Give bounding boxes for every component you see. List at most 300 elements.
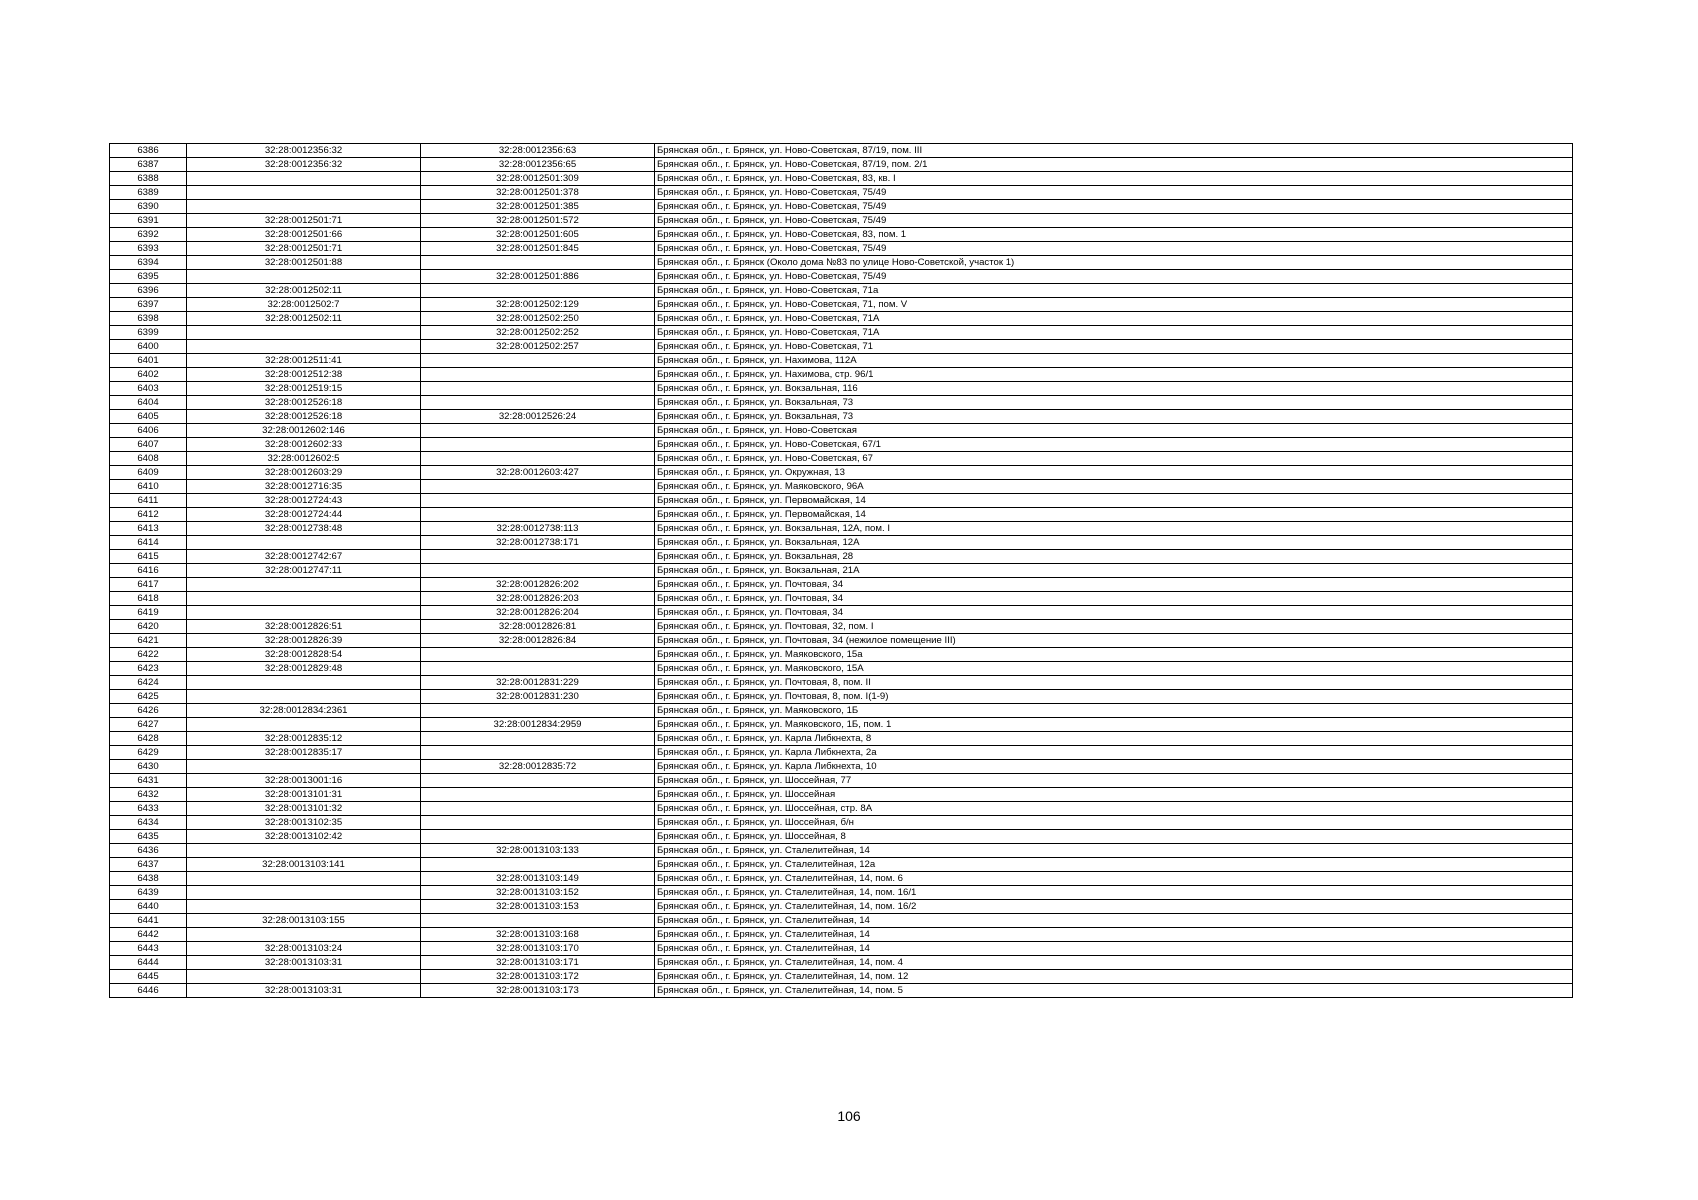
row-number-cell: 6418 <box>110 592 187 606</box>
parcel-cadastral-number-cell: 32:28:0012502:11 <box>187 284 421 298</box>
parcel-cadastral-number-cell: 32:28:0012501:88 <box>187 256 421 270</box>
row-number-cell: 6444 <box>110 956 187 970</box>
object-cadastral-number-cell <box>421 830 655 844</box>
table-row <box>110 662 1573 676</box>
parcel-cadastral-number-cell: 32:28:0012834:2361 <box>187 704 421 718</box>
object-cadastral-number-cell: 32:28:0013103:171 <box>421 956 655 970</box>
address-cell: Брянская обл., г. Брянск, ул. Почтовая, 32, пом. I <box>655 620 1573 634</box>
parcel-cadastral-number-cell: 32:28:0012526:18 <box>187 410 421 424</box>
parcel-cadastral-number-cell: 32:28:0012835:12 <box>187 732 421 746</box>
parcel-cadastral-number-cell: 32:28:0013103:141 <box>187 858 421 872</box>
parcel-cadastral-number-cell <box>187 718 421 732</box>
parcel-cadastral-number-cell: 32:28:0013001:16 <box>187 774 421 788</box>
parcel-cadastral-number-cell <box>187 172 421 186</box>
row-number-cell: 6445 <box>110 970 187 984</box>
row-number-cell: 6401 <box>110 354 187 368</box>
address-cell: Брянская обл., г. Брянск, ул. Почтовая, 8, пом. II <box>655 676 1573 690</box>
table-row <box>110 382 1573 396</box>
table-row <box>110 550 1573 564</box>
table-row <box>110 620 1573 634</box>
address-cell: Брянская обл., г. Брянск, ул. Маяковского, 15а <box>655 648 1573 662</box>
object-cadastral-number-cell: 32:28:0012738:171 <box>421 536 655 550</box>
parcel-cadastral-number-cell <box>187 606 421 620</box>
object-cadastral-number-cell: 32:28:0012603:427 <box>421 466 655 480</box>
object-cadastral-number-cell: 32:28:0012826:202 <box>421 578 655 592</box>
address-cell: Брянская обл., г. Брянск, ул. Ново-Советская, 83, пом. 1 <box>655 228 1573 242</box>
table-row <box>110 914 1573 928</box>
parcel-cadastral-number-cell: 32:28:0013103:31 <box>187 984 421 998</box>
row-number-cell: 6424 <box>110 676 187 690</box>
table-row <box>110 438 1573 452</box>
address-cell: Брянская обл., г. Брянск, ул. Ново-Советская, 71, пом. V <box>655 298 1573 312</box>
object-cadastral-number-cell: 32:28:0012502:250 <box>421 312 655 326</box>
object-cadastral-number-cell <box>421 662 655 676</box>
address-cell: Брянская обл., г. Брянск, ул. Карла Либкнехта, 2а <box>655 746 1573 760</box>
address-cell: Брянская обл., г. Брянск, ул. Сталелитейная, 14, пом. 5 <box>655 984 1573 998</box>
address-cell: Брянская обл., г. Брянск, ул. Вокзальная, 21А <box>655 564 1573 578</box>
address-cell: Брянская обл., г. Брянск, ул. Маяковского, 1Б <box>655 704 1573 718</box>
table-row <box>110 298 1573 312</box>
address-cell: Брянская обл., г. Брянск, ул. Ново-Советская, 83, кв. I <box>655 172 1573 186</box>
row-number-cell: 6393 <box>110 242 187 256</box>
address-cell: Брянская обл., г. Брянск, ул. Сталелитейная, 14 <box>655 942 1573 956</box>
object-cadastral-number-cell: 32:28:0012501:605 <box>421 228 655 242</box>
row-number-cell: 6434 <box>110 816 187 830</box>
address-cell: Брянская обл., г. Брянск, ул. Окружная, 13 <box>655 466 1573 480</box>
row-number-cell: 6446 <box>110 984 187 998</box>
row-number-cell: 6437 <box>110 858 187 872</box>
address-cell: Брянская обл., г. Брянск, ул. Первомайская, 14 <box>655 508 1573 522</box>
row-number-cell: 6419 <box>110 606 187 620</box>
address-cell: Брянская обл., г. Брянск, ул. Первомайская, 14 <box>655 494 1573 508</box>
row-number-cell: 6408 <box>110 452 187 466</box>
table-row <box>110 816 1573 830</box>
address-cell: Брянская обл., г. Брянск, ул. Карла Либкнехта, 8 <box>655 732 1573 746</box>
row-number-cell: 6442 <box>110 928 187 942</box>
object-cadastral-number-cell <box>421 858 655 872</box>
address-cell: Брянская обл., г. Брянск, ул. Ново-Советская, 71А <box>655 326 1573 340</box>
table-row <box>110 536 1573 550</box>
address-cell: Брянская обл., г. Брянск, ул. Ново-Советская, 75/49 <box>655 186 1573 200</box>
table-row <box>110 760 1573 774</box>
address-cell: Брянская обл., г. Брянск, ул. Маяковского, 96А <box>655 480 1573 494</box>
table-row <box>110 648 1573 662</box>
address-cell: Брянская обл., г. Брянск, ул. Сталелитейная, 14, пом. 16/2 <box>655 900 1573 914</box>
row-number-cell: 6390 <box>110 200 187 214</box>
address-cell: Брянская обл., г. Брянск (Около дома №83 по улице Ново-Советской, участок 1) <box>655 256 1573 270</box>
address-cell: Брянская обл., г. Брянск, ул. Почтовая, 34 <box>655 592 1573 606</box>
object-cadastral-number-cell <box>421 550 655 564</box>
parcel-cadastral-number-cell <box>187 536 421 550</box>
address-cell: Брянская обл., г. Брянск, ул. Почтовая, 34 <box>655 578 1573 592</box>
address-cell: Брянская обл., г. Брянск, ул. Сталелитейная, 14, пом. 12 <box>655 970 1573 984</box>
row-number-cell: 6431 <box>110 774 187 788</box>
table-row <box>110 746 1573 760</box>
object-cadastral-number-cell: 32:28:0013103:172 <box>421 970 655 984</box>
address-cell: Брянская обл., г. Брянск, ул. Шоссейная, б/н <box>655 816 1573 830</box>
object-cadastral-number-cell <box>421 564 655 578</box>
row-number-cell: 6441 <box>110 914 187 928</box>
object-cadastral-number-cell <box>421 452 655 466</box>
row-number-cell: 6412 <box>110 508 187 522</box>
address-cell: Брянская обл., г. Брянск, ул. Ново-Советская, 71а <box>655 284 1573 298</box>
parcel-cadastral-number-cell: 32:28:0012602:5 <box>187 452 421 466</box>
parcel-cadastral-number-cell: 32:28:0012526:18 <box>187 396 421 410</box>
address-cell: Брянская обл., г. Брянск, ул. Сталелитейная, 14, пом. 16/1 <box>655 886 1573 900</box>
parcel-cadastral-number-cell: 32:28:0012603:29 <box>187 466 421 480</box>
object-cadastral-number-cell <box>421 494 655 508</box>
object-cadastral-number-cell: 32:28:0012826:204 <box>421 606 655 620</box>
table-row <box>110 466 1573 480</box>
parcel-cadastral-number-cell: 32:28:0012724:43 <box>187 494 421 508</box>
table-row <box>110 984 1573 998</box>
object-cadastral-number-cell <box>421 774 655 788</box>
parcel-cadastral-number-cell: 32:28:0013103:31 <box>187 956 421 970</box>
object-cadastral-number-cell: 32:28:0012831:230 <box>421 690 655 704</box>
row-number-cell: 6399 <box>110 326 187 340</box>
table-row <box>110 494 1573 508</box>
object-cadastral-number-cell <box>421 746 655 760</box>
parcel-cadastral-number-cell: 32:28:0012716:35 <box>187 480 421 494</box>
object-cadastral-number-cell: 32:28:0013103:149 <box>421 872 655 886</box>
table-row <box>110 788 1573 802</box>
table-row <box>110 676 1573 690</box>
row-number-cell: 6403 <box>110 382 187 396</box>
row-number-cell: 6415 <box>110 550 187 564</box>
row-number-cell: 6422 <box>110 648 187 662</box>
parcel-cadastral-number-cell: 32:28:0012501:66 <box>187 228 421 242</box>
object-cadastral-number-cell <box>421 424 655 438</box>
object-cadastral-number-cell <box>421 704 655 718</box>
parcel-cadastral-number-cell: 32:28:0012829:48 <box>187 662 421 676</box>
object-cadastral-number-cell <box>421 788 655 802</box>
row-number-cell: 6427 <box>110 718 187 732</box>
table-row <box>110 368 1573 382</box>
object-cadastral-number-cell <box>421 802 655 816</box>
table-row <box>110 802 1573 816</box>
address-cell: Брянская обл., г. Брянск, ул. Сталелитейная, 14, пом. 4 <box>655 956 1573 970</box>
object-cadastral-number-cell: 32:28:0012356:63 <box>421 144 655 158</box>
object-cadastral-number-cell <box>421 508 655 522</box>
row-number-cell: 6414 <box>110 536 187 550</box>
table-row <box>110 942 1573 956</box>
table-row <box>110 886 1573 900</box>
row-number-cell: 6428 <box>110 732 187 746</box>
table-row <box>110 844 1573 858</box>
address-cell: Брянская обл., г. Брянск, ул. Ново-Советская, 67/1 <box>655 438 1573 452</box>
object-cadastral-number-cell <box>421 256 655 270</box>
address-cell: Брянская обл., г. Брянск, ул. Сталелитейная, 14 <box>655 928 1573 942</box>
table-row <box>110 284 1573 298</box>
object-cadastral-number-cell: 32:28:0012738:113 <box>421 522 655 536</box>
address-cell: Брянская обл., г. Брянск, ул. Почтовая, 34 <box>655 606 1573 620</box>
table-row <box>110 564 1573 578</box>
parcel-cadastral-number-cell: 32:28:0012602:146 <box>187 424 421 438</box>
table-row <box>110 158 1573 172</box>
address-cell: Брянская обл., г. Брянск, ул. Вокзальная, 28 <box>655 550 1573 564</box>
row-number-cell: 6417 <box>110 578 187 592</box>
object-cadastral-number-cell: 32:28:0012501:845 <box>421 242 655 256</box>
parcel-cadastral-number-cell: 32:28:0012356:32 <box>187 144 421 158</box>
object-cadastral-number-cell <box>421 396 655 410</box>
parcel-cadastral-number-cell: 32:28:0012602:33 <box>187 438 421 452</box>
parcel-cadastral-number-cell <box>187 592 421 606</box>
table-row <box>110 256 1573 270</box>
address-cell: Брянская обл., г. Брянск, ул. Ново-Советская, 87/19, пом. 2/1 <box>655 158 1573 172</box>
object-cadastral-number-cell: 32:28:0012831:229 <box>421 676 655 690</box>
parcel-cadastral-number-cell: 32:28:0012747:11 <box>187 564 421 578</box>
table-row <box>110 956 1573 970</box>
address-cell: Брянская обл., г. Брянск, ул. Шоссейная, 8 <box>655 830 1573 844</box>
parcel-cadastral-number-cell <box>187 970 421 984</box>
parcel-cadastral-number-cell <box>187 200 421 214</box>
parcel-cadastral-number-cell <box>187 872 421 886</box>
row-number-cell: 6421 <box>110 634 187 648</box>
row-number-cell: 6406 <box>110 424 187 438</box>
table-row <box>110 354 1573 368</box>
object-cadastral-number-cell: 32:28:0012502:252 <box>421 326 655 340</box>
object-cadastral-number-cell: 32:28:0012826:84 <box>421 634 655 648</box>
table-row <box>110 718 1573 732</box>
object-cadastral-number-cell: 32:28:0013103:133 <box>421 844 655 858</box>
table-row <box>110 690 1573 704</box>
address-cell: Брянская обл., г. Брянск, ул. Сталелитейная, 14 <box>655 844 1573 858</box>
address-cell: Брянская обл., г. Брянск, ул. Нахимова, стр. 96/1 <box>655 368 1573 382</box>
table-row <box>110 900 1573 914</box>
parcel-cadastral-number-cell: 32:28:0012738:48 <box>187 522 421 536</box>
parcel-cadastral-number-cell: 32:28:0012501:71 <box>187 242 421 256</box>
row-number-cell: 6426 <box>110 704 187 718</box>
row-number-cell: 6396 <box>110 284 187 298</box>
row-number-cell: 6387 <box>110 158 187 172</box>
parcel-cadastral-number-cell <box>187 928 421 942</box>
object-cadastral-number-cell: 32:28:0012501:309 <box>421 172 655 186</box>
address-cell: Брянская обл., г. Брянск, ул. Ново-Советская, 71 <box>655 340 1573 354</box>
parcel-cadastral-number-cell: 32:28:0013103:24 <box>187 942 421 956</box>
address-cell: Брянская обл., г. Брянск, ул. Почтовая, 8, пом. I(1-9) <box>655 690 1573 704</box>
object-cadastral-number-cell: 32:28:0013103:168 <box>421 928 655 942</box>
row-number-cell: 6420 <box>110 620 187 634</box>
object-cadastral-number-cell <box>421 438 655 452</box>
object-cadastral-number-cell <box>421 816 655 830</box>
parcel-cadastral-number-cell: 32:28:0012724:44 <box>187 508 421 522</box>
object-cadastral-number-cell: 32:28:0012502:129 <box>421 298 655 312</box>
row-number-cell: 6400 <box>110 340 187 354</box>
address-cell: Брянская обл., г. Брянск, ул. Вокзальная, 73 <box>655 396 1573 410</box>
address-cell: Брянская обл., г. Брянск, ул. Сталелитейная, 14, пом. 6 <box>655 872 1573 886</box>
row-number-cell: 6435 <box>110 830 187 844</box>
row-number-cell: 6395 <box>110 270 187 284</box>
parcel-cadastral-number-cell: 32:28:0013102:35 <box>187 816 421 830</box>
object-cadastral-number-cell <box>421 382 655 396</box>
object-cadastral-number-cell: 32:28:0013103:152 <box>421 886 655 900</box>
object-cadastral-number-cell <box>421 480 655 494</box>
table-row <box>110 704 1573 718</box>
object-cadastral-number-cell <box>421 368 655 382</box>
object-cadastral-number-cell: 32:28:0013103:173 <box>421 984 655 998</box>
row-number-cell: 6443 <box>110 942 187 956</box>
table-row <box>110 144 1573 158</box>
row-number-cell: 6416 <box>110 564 187 578</box>
parcel-cadastral-number-cell <box>187 690 421 704</box>
table-row <box>110 326 1573 340</box>
parcel-cadastral-number-cell: 32:28:0012826:51 <box>187 620 421 634</box>
table-row <box>110 480 1573 494</box>
object-cadastral-number-cell: 32:28:0012501:378 <box>421 186 655 200</box>
row-number-cell: 6425 <box>110 690 187 704</box>
parcel-cadastral-number-cell: 32:28:0012502:11 <box>187 312 421 326</box>
table-row <box>110 774 1573 788</box>
row-number-cell: 6397 <box>110 298 187 312</box>
row-number-cell: 6402 <box>110 368 187 382</box>
object-cadastral-number-cell <box>421 354 655 368</box>
table-row <box>110 872 1573 886</box>
row-number-cell: 6410 <box>110 480 187 494</box>
address-cell: Брянская обл., г. Брянск, ул. Шоссейная, 77 <box>655 774 1573 788</box>
row-number-cell: 6430 <box>110 760 187 774</box>
table-row <box>110 578 1573 592</box>
table-row <box>110 242 1573 256</box>
object-cadastral-number-cell <box>421 914 655 928</box>
parcel-cadastral-number-cell <box>187 900 421 914</box>
row-number-cell: 6438 <box>110 872 187 886</box>
parcel-cadastral-number-cell: 32:28:0013102:42 <box>187 830 421 844</box>
row-number-cell: 6389 <box>110 186 187 200</box>
row-number-cell: 6394 <box>110 256 187 270</box>
table-row <box>110 186 1573 200</box>
row-number-cell: 6429 <box>110 746 187 760</box>
object-cadastral-number-cell: 32:28:0012501:886 <box>421 270 655 284</box>
object-cadastral-number-cell: 32:28:0012501:572 <box>421 214 655 228</box>
object-cadastral-number-cell: 32:28:0012501:385 <box>421 200 655 214</box>
table-row <box>110 410 1573 424</box>
row-number-cell: 6407 <box>110 438 187 452</box>
table-row <box>110 732 1573 746</box>
parcel-cadastral-number-cell <box>187 676 421 690</box>
table-row <box>110 452 1573 466</box>
parcel-cadastral-number-cell <box>187 886 421 900</box>
table-row <box>110 928 1573 942</box>
table-row <box>110 396 1573 410</box>
row-number-cell: 6439 <box>110 886 187 900</box>
parcel-cadastral-number-cell: 32:28:0012501:71 <box>187 214 421 228</box>
table-row <box>110 522 1573 536</box>
address-cell: Брянская обл., г. Брянск, ул. Ново-Советская <box>655 424 1573 438</box>
address-cell: Брянская обл., г. Брянск, ул. Ново-Советская, 67 <box>655 452 1573 466</box>
parcel-cadastral-number-cell: 32:28:0013101:32 <box>187 802 421 816</box>
table-row <box>110 312 1573 326</box>
address-cell: Брянская обл., г. Брянск, ул. Сталелитейная, 14 <box>655 914 1573 928</box>
parcel-cadastral-number-cell: 32:28:0012519:15 <box>187 382 421 396</box>
parcel-cadastral-number-cell: 32:28:0012835:17 <box>187 746 421 760</box>
register-table <box>109 143 1573 998</box>
row-number-cell: 6386 <box>110 144 187 158</box>
row-number-cell: 6411 <box>110 494 187 508</box>
parcel-cadastral-number-cell: 32:28:0013101:31 <box>187 788 421 802</box>
parcel-cadastral-number-cell <box>187 578 421 592</box>
address-cell: Брянская обл., г. Брянск, ул. Шоссейная <box>655 788 1573 802</box>
table-row <box>110 634 1573 648</box>
table-row <box>110 606 1573 620</box>
address-cell: Брянская обл., г. Брянск, ул. Ново-Советская, 75/49 <box>655 214 1573 228</box>
row-number-cell: 6392 <box>110 228 187 242</box>
table-row <box>110 228 1573 242</box>
parcel-cadastral-number-cell: 32:28:0012828:54 <box>187 648 421 662</box>
table-row <box>110 830 1573 844</box>
register-table-body <box>110 144 1573 998</box>
address-cell: Брянская обл., г. Брянск, ул. Шоссейная, стр. 8А <box>655 802 1573 816</box>
address-cell: Брянская обл., г. Брянск, ул. Вокзальная, 116 <box>655 382 1573 396</box>
table-row <box>110 424 1573 438</box>
parcel-cadastral-number-cell <box>187 340 421 354</box>
row-number-cell: 6405 <box>110 410 187 424</box>
address-cell: Брянская обл., г. Брянск, ул. Ново-Советская, 71А <box>655 312 1573 326</box>
table-row <box>110 214 1573 228</box>
address-cell: Брянская обл., г. Брянск, ул. Ново-Советская, 75/49 <box>655 270 1573 284</box>
row-number-cell: 6391 <box>110 214 187 228</box>
parcel-cadastral-number-cell: 32:28:0012826:39 <box>187 634 421 648</box>
row-number-cell: 6404 <box>110 396 187 410</box>
address-cell: Брянская обл., г. Брянск, ул. Маяковского, 1Б, пом. 1 <box>655 718 1573 732</box>
table-row <box>110 970 1573 984</box>
parcel-cadastral-number-cell: 32:28:0012512:38 <box>187 368 421 382</box>
object-cadastral-number-cell: 32:28:0012826:203 <box>421 592 655 606</box>
address-cell: Брянская обл., г. Брянск, ул. Сталелитейная, 12а <box>655 858 1573 872</box>
address-cell: Брянская обл., г. Брянск, ул. Вокзальная, 12А, пом. I <box>655 522 1573 536</box>
table-row <box>110 340 1573 354</box>
address-cell: Брянская обл., г. Брянск, ул. Ново-Советская, 87/19, пом. III <box>655 144 1573 158</box>
object-cadastral-number-cell: 32:28:0013103:153 <box>421 900 655 914</box>
row-number-cell: 6436 <box>110 844 187 858</box>
table-row <box>110 270 1573 284</box>
address-cell: Брянская обл., г. Брянск, ул. Почтовая, 34 (нежилое помещение III) <box>655 634 1573 648</box>
object-cadastral-number-cell: 32:28:0012502:257 <box>421 340 655 354</box>
object-cadastral-number-cell <box>421 284 655 298</box>
parcel-cadastral-number-cell: 32:28:0012511:41 <box>187 354 421 368</box>
address-cell: Брянская обл., г. Брянск, ул. Нахимова, 112А <box>655 354 1573 368</box>
table-row <box>110 172 1573 186</box>
address-cell: Брянская обл., г. Брянск, ул. Ново-Советская, 75/49 <box>655 200 1573 214</box>
parcel-cadastral-number-cell: 32:28:0012742:67 <box>187 550 421 564</box>
row-number-cell: 6433 <box>110 802 187 816</box>
object-cadastral-number-cell <box>421 732 655 746</box>
address-cell: Брянская обл., г. Брянск, ул. Маяковского, 15А <box>655 662 1573 676</box>
table-row <box>110 508 1573 522</box>
row-number-cell: 6413 <box>110 522 187 536</box>
parcel-cadastral-number-cell: 32:28:0013103:155 <box>187 914 421 928</box>
object-cadastral-number-cell: 32:28:0012526:24 <box>421 410 655 424</box>
object-cadastral-number-cell: 32:28:0012826:81 <box>421 620 655 634</box>
parcel-cadastral-number-cell <box>187 326 421 340</box>
object-cadastral-number-cell: 32:28:0012356:65 <box>421 158 655 172</box>
row-number-cell: 6440 <box>110 900 187 914</box>
parcel-cadastral-number-cell <box>187 270 421 284</box>
row-number-cell: 6432 <box>110 788 187 802</box>
parcel-cadastral-number-cell <box>187 186 421 200</box>
address-cell: Брянская обл., г. Брянск, ул. Вокзальная, 73 <box>655 410 1573 424</box>
address-cell: Брянская обл., г. Брянск, ул. Ново-Советская, 75/49 <box>655 242 1573 256</box>
parcel-cadastral-number-cell: 32:28:0012502:7 <box>187 298 421 312</box>
table-row <box>110 858 1573 872</box>
row-number-cell: 6388 <box>110 172 187 186</box>
row-number-cell: 6409 <box>110 466 187 480</box>
table-row <box>110 592 1573 606</box>
address-cell: Брянская обл., г. Брянск, ул. Вокзальная, 12А <box>655 536 1573 550</box>
parcel-cadastral-number-cell <box>187 760 421 774</box>
object-cadastral-number-cell <box>421 648 655 662</box>
page-number: 106 <box>837 1108 861 1124</box>
object-cadastral-number-cell: 32:28:0013103:170 <box>421 942 655 956</box>
